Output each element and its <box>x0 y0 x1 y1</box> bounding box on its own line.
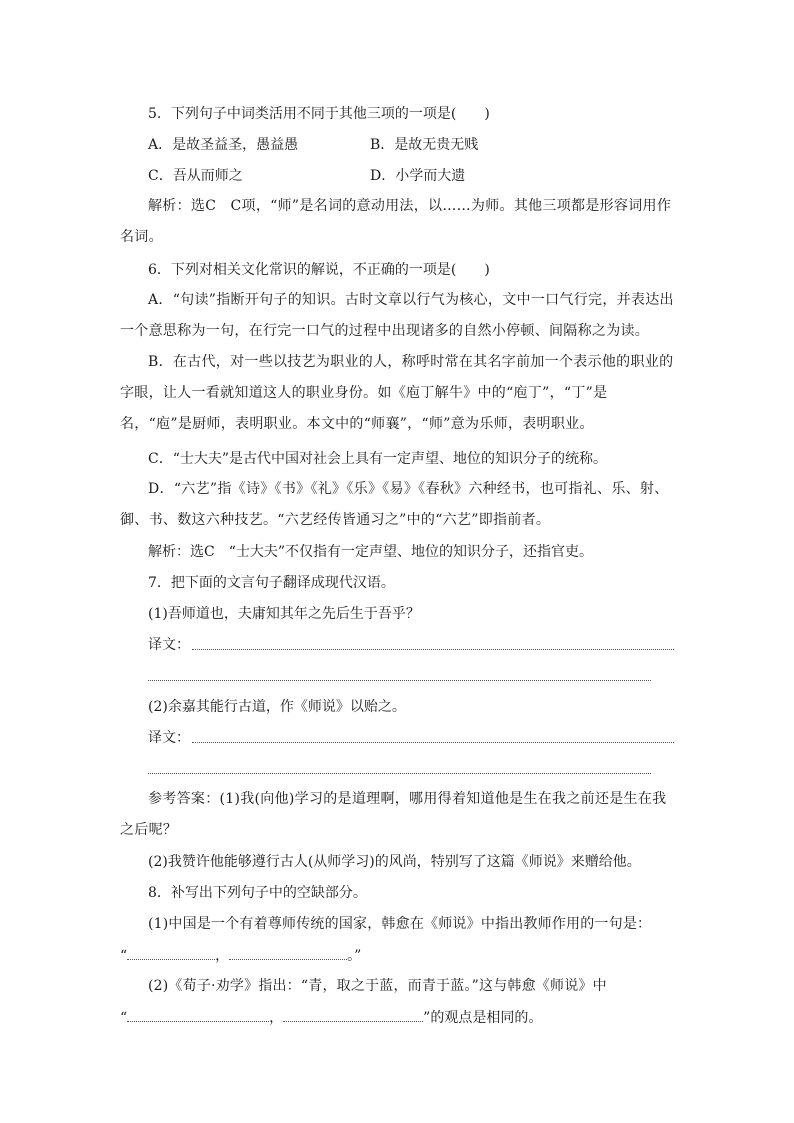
q7-translation-label-1: 译文： <box>148 637 190 653</box>
q8-fill-line-1 <box>120 946 361 965</box>
q7-translation-label-2: 译文： <box>148 730 190 746</box>
q8-blank-1[interactable] <box>127 946 215 960</box>
q7-reference-answer-2: (2)我赞许他能够遵行古人(从师学习)的风尚，特别写了这篇《师说》来赠给他。 <box>148 854 641 870</box>
q6-option-b: B．在古代，对一些以技艺为职业的人，称呼时常在其名字前加一个表示他的职业的字眼，让人一看就知道这人的职业身份。如《庖丁解牛》中的“庖丁”，“丁”是名，“庖”是厨师，表明职业。本文中的“师襄”，“师”意为乐师，表明职业。 <box>120 354 674 432</box>
q6-stem: 6．下列对相关文化常识的解说，不正确的一项是( ) <box>148 262 490 278</box>
q5-stem: 5．下列句子中词类活用不同于其他三项的一项是( ) <box>148 106 490 122</box>
q8-separator-1: ， <box>215 948 230 964</box>
q6-option-a: A．“句读”指断开句子的知识。古时文章以行气为核心，文中一口气行完，并表达出一个意思称为一句，在行完一口气的过程中出现诸多的自然小停顿、间隔称之为读。 <box>120 292 674 339</box>
q6-analysis: 解析：选C “士大夫”不仅指有一定声望、地位的知识分子，还指官吏。 <box>148 544 594 560</box>
q7-answer-line-2a[interactable] <box>192 742 674 743</box>
q7-sentence-1: (1)吾师道也，夫庸知其年之先后生于吾乎？ <box>148 606 420 622</box>
q6-option-c: C．“士大夫”是古代中国对社会上具有一定声望、地位的知识分子的统称。 <box>148 451 608 467</box>
q8-quote-open-1: “ <box>120 948 128 964</box>
q8-blank-2[interactable] <box>229 946 347 960</box>
q8-blank-3[interactable] <box>127 1008 269 1022</box>
q7-answer-line-1a[interactable] <box>192 649 674 650</box>
q8-quote-close-1: 。” <box>347 948 362 964</box>
q8-sentence-2: (2)《荀子·劝学》指出：“青，取之于蓝，而青于蓝。”这与韩愈《师说》中 <box>148 978 607 994</box>
q5-analysis: 解析：选C C项，“师”是名词的意动用法，以……为师。其他三项都是形容词用作名词。 <box>120 198 672 245</box>
q5-option-a: A．是故圣益圣，愚益愚 <box>148 137 299 153</box>
q8-quote-open-2: “ <box>120 1010 128 1026</box>
q8-fill-line-2 <box>120 1008 542 1027</box>
q7-stem: 7．把下面的文言句子翻译成现代汉语。 <box>148 575 395 591</box>
q8-blank-4[interactable] <box>283 1008 423 1022</box>
q5-option-d: D．小学而大遗 <box>370 168 466 184</box>
q7-answer-line-2b[interactable] <box>148 773 651 774</box>
q8-sentence-1: (1)中国是一个有着尊师传统的国家，韩愈在《师说》中指出教师作用的一句是： <box>148 916 652 932</box>
q8-quote-close-2: ”的观点是相同的。 <box>423 1010 543 1026</box>
q8-separator-2: ， <box>269 1010 284 1026</box>
q8-stem: 8．补写出下列句子中的空缺部分。 <box>148 885 367 901</box>
q5-option-b: B．是故无贵无贱 <box>370 137 479 153</box>
q7-sentence-2: (2)余嘉其能行古道，作《师说》以贻之。 <box>148 699 406 715</box>
q7-answer-line-1b[interactable] <box>148 680 651 681</box>
q5-option-c: C．吾从而师之 <box>148 168 243 184</box>
q6-option-d: D．“六艺”指《诗》《书》《礼》《乐》《易》《春秋》六种经书，也可指礼、乐、射、御、书、数这六种技艺。“六艺经传皆通习之”中的“六艺”即指前者。 <box>120 481 669 528</box>
q7-reference-answer-1: 参考答案：(1)我(向他)学习的是道理啊，哪用得着知道他是生在我之前还是生在我之后呢？ <box>120 791 667 838</box>
